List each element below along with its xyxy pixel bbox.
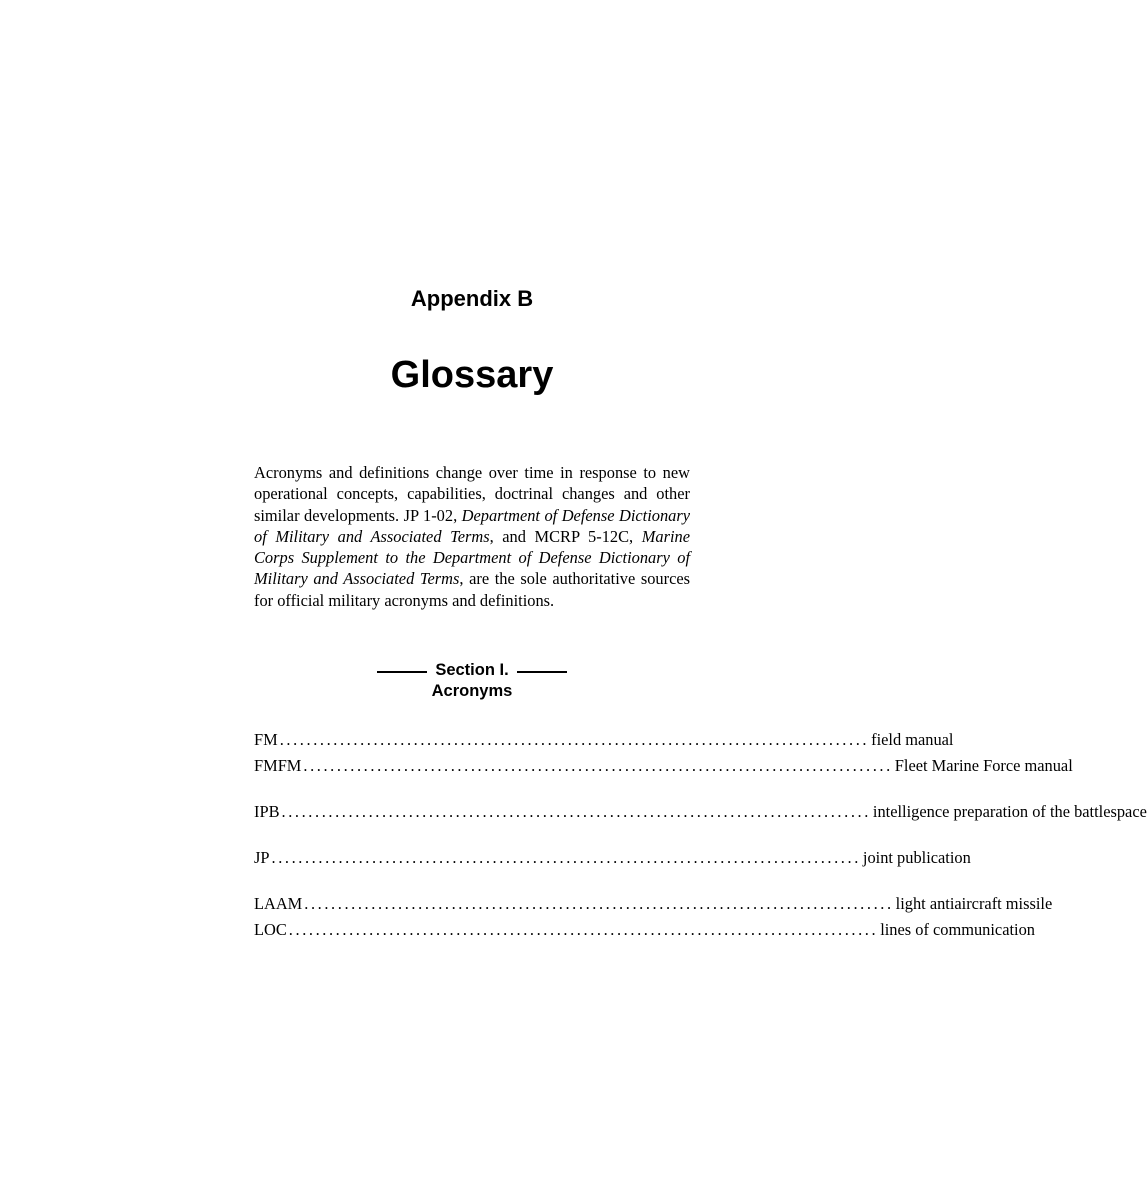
intro-italic-mcrp: Marine Corps Supplement to the Department of Defense Dictionary of Military and Associated Terms <box>254 526 690 589</box>
page-title: Glossary <box>390 354 554 396</box>
section-rule-left <box>377 671 427 673</box>
section-heading <box>254 660 690 702</box>
dot-leader: ........................................................................................ <box>279 730 870 749</box>
dot-leader: ........................................................................................ <box>304 894 894 913</box>
acronym-definition: lines of communication <box>880 920 1035 939</box>
section-title: Acronyms <box>431 682 513 700</box>
acronym-term: LAAM <box>254 894 303 913</box>
intro-text-3: , are the sole authoritative sources for official military acronyms and definitions. <box>254 569 691 610</box>
acronym-entry <box>254 917 1035 943</box>
intro-italic-jp: Department of Defense Dictionary of Military and Associated Terms <box>254 505 691 546</box>
acronym-definition: light antiaircraft missile <box>895 894 1053 913</box>
dot-leader: ........................................................................................ <box>271 848 861 867</box>
dot-leader: ........................................................................................ <box>303 756 893 775</box>
intro-text-1: Acronyms and definitions change over time in response to new operational concepts, capabilities, doctrinal changes and other similar developments. JP 1-02, <box>254 463 690 525</box>
acronym-term: FMFM <box>254 756 302 775</box>
acronym-list <box>254 727 1147 943</box>
dot-leader: ........................................................................................ <box>281 802 871 821</box>
acronym-term: JP <box>254 848 270 867</box>
acronym-entry <box>254 799 1147 825</box>
appendix-label: Appendix B <box>410 286 534 311</box>
dot-leader: ........................................................................................ <box>288 920 879 939</box>
acronym-definition: Fleet Marine Force manual <box>894 756 1073 775</box>
acronym-definition: field manual <box>871 730 954 749</box>
acronym-entry <box>254 845 971 871</box>
acronym-definition: intelligence preparation of the battlespace <box>872 802 1147 821</box>
acronym-term: FM <box>254 730 278 749</box>
intro-text-2: , and MCRP 5-12C, <box>489 526 642 546</box>
intro-paragraph <box>254 462 690 611</box>
acronym-entry <box>254 727 954 753</box>
acronym-entry <box>254 753 1073 779</box>
acronym-term: LOC <box>254 920 287 939</box>
acronym-entry <box>254 891 1053 917</box>
acronym-definition: joint publication <box>862 848 971 867</box>
section-rule-right <box>517 671 567 673</box>
acronym-term: IPB <box>254 802 280 821</box>
section-number: Section I. <box>435 661 509 679</box>
